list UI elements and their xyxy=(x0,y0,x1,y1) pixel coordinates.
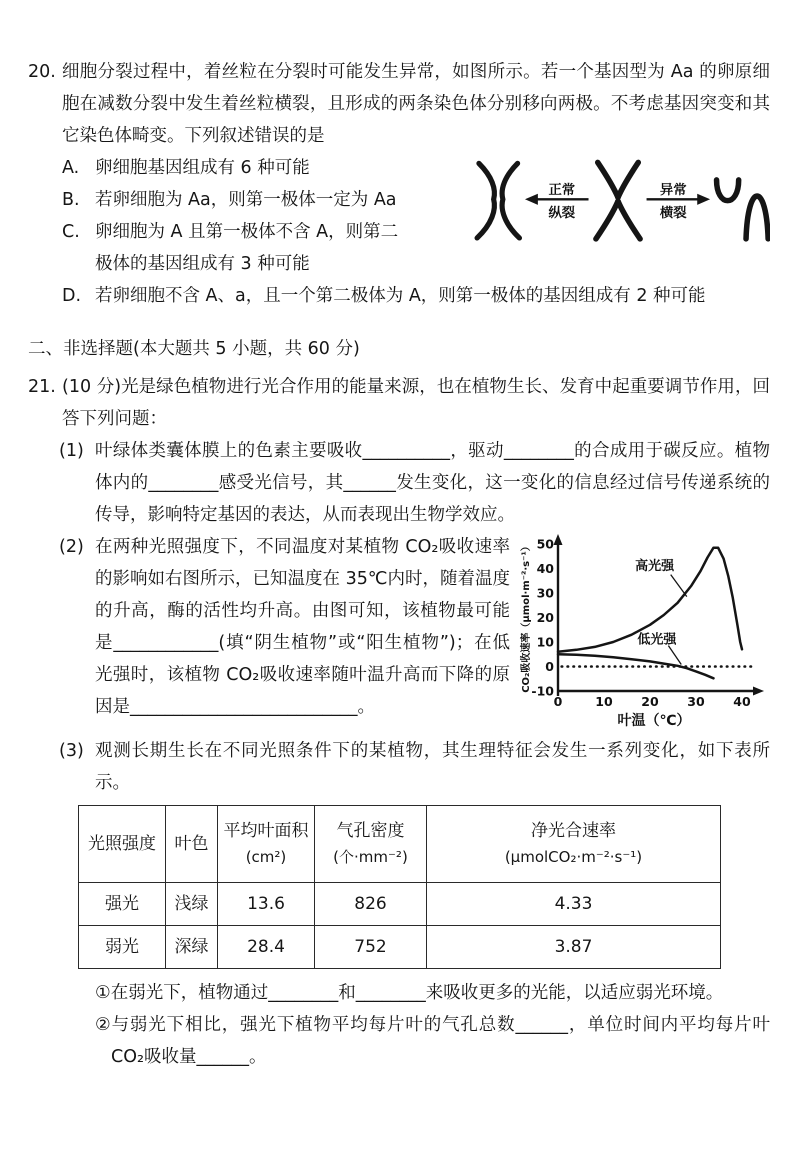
cell: 4.33 xyxy=(427,883,721,926)
option-text-line2: 极体的基因组成有 3 种可能 xyxy=(95,254,310,274)
option-text: 若卵细胞不含 A、a，且一个第二极体为 A，则第一极体的基因组成有 2 种可能 xyxy=(95,286,706,306)
cell: 强光 xyxy=(79,883,166,926)
part-2 xyxy=(28,531,770,729)
cell: 深绿 xyxy=(166,926,218,969)
cell: 13.6 xyxy=(218,883,315,926)
table-header-row xyxy=(79,806,721,883)
svg-text:-10: -10 xyxy=(531,683,554,699)
svg-text:0: 0 xyxy=(545,659,554,674)
header-name: 光照强度 xyxy=(88,834,156,854)
option-label: D. xyxy=(62,286,82,306)
co2-rate-chart-svg xyxy=(518,533,770,733)
svg-text:40: 40 xyxy=(536,561,554,576)
cell: 浅绿 xyxy=(166,883,218,926)
question-21-number: 21. xyxy=(28,377,56,397)
option-text: 若卵细胞为 Aa，则第一极体一定为 Aa xyxy=(95,190,397,210)
subitem-1-marker: ① xyxy=(95,983,111,1003)
option-label: C. xyxy=(62,222,80,242)
question-21 xyxy=(28,371,770,435)
normal-label: 正常 xyxy=(548,182,576,198)
svg-text:0: 0 xyxy=(553,694,563,709)
svg-text:20: 20 xyxy=(641,694,659,709)
header-cell xyxy=(315,806,427,883)
section-heading: 二、非选择题(本大题共 5 小题，共 60 分) xyxy=(28,339,360,359)
option-row-c xyxy=(62,216,770,280)
question-21-intro: (10 分)光是绿色植物进行光合作用的能量来源，也在植物生长、发育中起重要调节作用，回答下列问题： xyxy=(62,377,770,429)
subitem-2-text: 与弱光下相比，强光下植物平均每片叶的气孔总数______，单位时间内平均每片叶 CO₂吸收量______。 xyxy=(111,1015,770,1067)
part-3 xyxy=(28,735,770,799)
part-3-marker: (3) xyxy=(59,741,84,761)
header-name: 净光合速率 xyxy=(531,821,616,841)
part-1 xyxy=(28,435,770,531)
svg-text:高光强: 高光强 xyxy=(635,559,675,575)
x-axis-arrow xyxy=(753,687,764,696)
chart-x-axis-label: 叶温（℃） xyxy=(617,713,691,729)
transverse-split-label: 横裂 xyxy=(659,205,687,221)
svg-text:50: 50 xyxy=(536,536,554,552)
svg-text:20: 20 xyxy=(536,610,554,625)
svg-text:30: 30 xyxy=(687,694,705,709)
option-text xyxy=(95,216,770,280)
option-label: A. xyxy=(62,158,80,178)
option-text-line1: 卵细胞为 A 且第一极体不含 A，则第二 xyxy=(95,222,399,242)
header-cell xyxy=(79,806,166,883)
cell: 3.87 xyxy=(427,926,721,969)
longitudinal-split-label: 纵裂 xyxy=(548,205,576,221)
option-row-d xyxy=(62,280,770,312)
abnormal-label: 异常 xyxy=(659,182,687,198)
table-row xyxy=(79,883,721,926)
svg-text:30: 30 xyxy=(536,585,554,601)
subitem-2 xyxy=(95,1009,770,1073)
part-1-text: 叶绿体类囊体膜上的色素主要吸收__________，驱动________的合成用于碳反应。植物体内的________感受光信号，其______发生变化，这一变化的信息经过信号传递系统的传导，影响特定基因的表达，从而表现出生物学效应。 xyxy=(95,441,770,525)
option-row-b xyxy=(62,184,770,216)
cell: 826 xyxy=(315,883,427,926)
header-name: 叶色 xyxy=(174,834,209,854)
header-unit: (cm²) xyxy=(245,848,287,866)
table-row xyxy=(79,926,721,969)
chart-y-axis-label: CO₂吸收速率（μmol·m⁻²·s⁻¹） xyxy=(521,541,532,693)
header-unit: (个·mm⁻²) xyxy=(333,848,408,866)
observation-table xyxy=(78,805,721,969)
option-text: 卵细胞基因组成有 6 种可能 xyxy=(95,158,310,178)
question-20-number: 20. xyxy=(28,62,56,82)
subitem-1-text: 在弱光下，植物通过________和________来吸收更多的光能，以适应弱光环境。 xyxy=(110,983,724,1003)
cell: 28.4 xyxy=(218,926,315,969)
part-3-text: 观测长期生长在不同光照条件下的某植物，其生理特征会发生一系列变化，如下表所示。 xyxy=(95,741,770,793)
part-2-marker: (2) xyxy=(59,537,84,557)
svg-text:40: 40 xyxy=(733,694,751,709)
svg-text:10: 10 xyxy=(536,634,554,650)
cell: 弱光 xyxy=(79,926,166,969)
chart-plot xyxy=(558,548,754,679)
header-unit: (μmolCO₂·m⁻²·s⁻¹) xyxy=(504,848,643,866)
header-name: 平均叶面积 xyxy=(223,821,309,841)
svg-text:10: 10 xyxy=(595,694,613,709)
option-row-a xyxy=(62,152,770,184)
header-cell xyxy=(427,806,721,883)
cell: 752 xyxy=(315,926,427,969)
header-cell xyxy=(166,806,218,883)
question-20-body xyxy=(62,56,770,312)
header-cell xyxy=(218,806,315,883)
question-20-stem: 细胞分裂过程中，着丝粒在分裂时可能发生异常，如图所示。若一个基因型为 Aa 的卵原细胞在减数分裂中发生着丝粒横裂，且形成的两条染色体分别移向两极。不考虑基因突变和其它染色体畸变。下列叙述错误的是 xyxy=(62,62,770,146)
option-label: B. xyxy=(62,190,80,210)
part-2-text: 在两种光照强度下，不同温度对某植物 CO₂吸收速率的影响如右图所示，已知温度在 35℃内时，随着温度的升高，酶的活性均升高。由图可知，该植物最可能是____________(填“阴生植物”或“阳生植物”)；在低光强时，该植物 CO₂吸收速率随叶温升高而下降的原因是__________________________。 xyxy=(95,537,510,717)
question-20 xyxy=(28,56,770,312)
header-name: 气孔密度 xyxy=(336,821,405,841)
part-1-marker: (1) xyxy=(59,441,84,461)
part-3-subitems xyxy=(28,977,770,1073)
y-axis-arrow xyxy=(554,534,563,545)
svg-text:低光强: 低光强 xyxy=(637,632,677,648)
subitem-2-marker: ② xyxy=(95,1015,112,1035)
subitem-1 xyxy=(95,977,770,1009)
co2-rate-chart xyxy=(518,533,770,733)
